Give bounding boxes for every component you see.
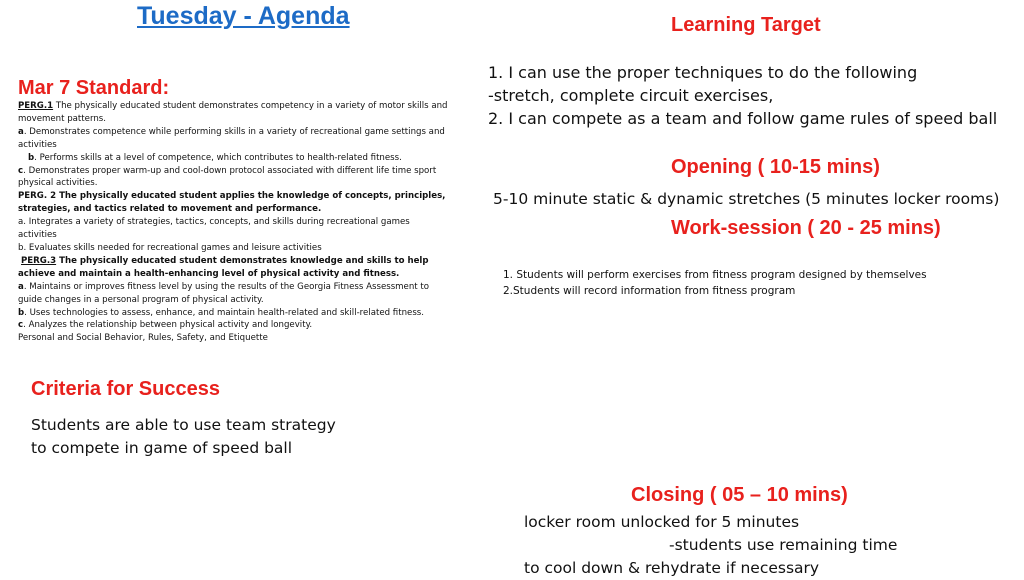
perg3-item-b bbox=[18, 307, 448, 320]
perg2-item-a: a. Integrates a variety of strategies, tactics, concepts, and skills during recreational games activities bbox=[18, 217, 410, 241]
criteria-heading: Criteria for Success bbox=[31, 378, 220, 400]
closing-line: locker room unlocked for 5 minutes bbox=[524, 513, 800, 531]
work-session-list bbox=[503, 267, 927, 299]
standard-heading: Mar 7 Standard: bbox=[18, 77, 170, 99]
opening-text: 5-10 minute static & dynamic stretches (5 minutes locker rooms) bbox=[493, 190, 1000, 208]
perg3-text: The physically educated student demonstrates knowledge and skills to help achieve and maintain a health-enhancing level of physical activity and fitness. bbox=[18, 255, 429, 279]
perg1-item-b bbox=[18, 152, 448, 165]
item-letter: b bbox=[28, 152, 35, 163]
item-letter: c bbox=[18, 320, 24, 331]
learning-target-line: 1. I can use the proper techniques to do the following bbox=[488, 63, 918, 82]
learning-target-list bbox=[488, 61, 1013, 130]
learning-target-heading: Learning Target bbox=[671, 14, 821, 36]
work-session-line: 2.Students will record information from fitness program bbox=[503, 285, 796, 297]
learning-target-line: 2. I can compete as a team and follow game rules of speed ball bbox=[488, 109, 998, 128]
criteria-line: to compete in game of speed ball bbox=[31, 439, 293, 457]
learning-target-line: -stretch, complete circuit exercises, bbox=[488, 86, 774, 105]
perg3-code: PERG.3 bbox=[21, 255, 57, 266]
opening-heading: Opening ( 10-15 mins) bbox=[671, 156, 880, 178]
item-letter: c bbox=[18, 165, 24, 176]
item-text: . Demonstrates proper warm-up and cool-down protocol associated with different life time sport physical activities. bbox=[18, 165, 437, 189]
closing-line: -students use remaining time bbox=[669, 536, 898, 554]
criteria-line: Students are able to use team strategy bbox=[31, 416, 336, 434]
perg3-paragraph bbox=[18, 255, 448, 281]
perg3-item-a bbox=[18, 281, 448, 307]
item-text: . Performs skills at a level of competence, which contributes to health-related fitness. bbox=[34, 152, 402, 163]
perg1-code: PERG.1 bbox=[18, 101, 54, 111]
item-text: . Maintains or improves fitness level by using the results of the Georgia Fitness Assessment to guide changes in a personal program of physical activity. bbox=[18, 281, 430, 305]
item-text: . Analyzes the relationship between physical activity and longevity. bbox=[23, 320, 313, 331]
item-letter: a bbox=[18, 281, 24, 292]
perg1-item-c bbox=[18, 165, 448, 191]
perg2-paragraph: PERG. 2 The physically educated student applies the knowledge of concepts, principles, strategies, and tactics related to movement and performance. bbox=[18, 191, 446, 215]
item-text: . Uses technologies to assess, enhance, and maintain health-related and skill-related fitness. bbox=[24, 307, 425, 318]
perg2-item-b: b. Evaluates skills needed for recreational games and leisure activities bbox=[18, 242, 322, 253]
item-letter: b bbox=[18, 307, 25, 318]
perg1-item-a bbox=[18, 126, 448, 152]
standard-footer: Personal and Social Behavior, Rules, Safety, and Etiquette bbox=[18, 333, 268, 344]
closing-heading: Closing ( 05 – 10 mins) bbox=[631, 484, 848, 506]
work-session-line: 1. Students will perform exercises from fitness program designed by themselves bbox=[503, 269, 927, 281]
closing-line: to cool down & rehydrate if necessary bbox=[524, 559, 820, 577]
item-letter: a bbox=[18, 126, 24, 137]
perg1-paragraph bbox=[18, 100, 448, 126]
closing-text bbox=[524, 511, 897, 580]
criteria-text bbox=[31, 414, 336, 460]
perg1-text: The physically educated student demonstrates competency in a variety of motor skills and movement patterns. bbox=[18, 101, 448, 124]
agenda-title: Tuesday - Agenda bbox=[137, 2, 350, 30]
item-text: . Demonstrates competence while performing skills in a variety of recreational game settings and activities bbox=[18, 126, 445, 150]
standard-text bbox=[18, 100, 448, 345]
work-session-heading: Work-session ( 20 - 25 mins) bbox=[671, 217, 941, 239]
perg3-item-c bbox=[18, 319, 448, 332]
